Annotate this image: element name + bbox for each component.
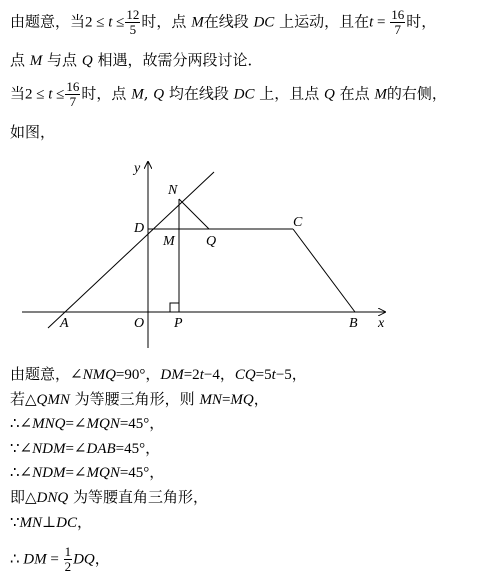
math-var: Q: [324, 86, 335, 103]
math-var: M: [191, 14, 204, 31]
right-angle-mark: [170, 303, 179, 312]
math-var: MQ: [230, 392, 254, 408]
text: 如图，: [10, 123, 56, 141]
text: 即△: [10, 488, 37, 506]
math: ≤: [52, 86, 65, 103]
text: 点: [10, 51, 30, 69]
numerator: 1: [64, 544, 72, 559]
math-var: DC: [56, 515, 77, 531]
numerator: 16: [391, 7, 405, 22]
text: 时，点: [141, 12, 192, 31]
label-Q: Q: [206, 234, 217, 249]
label-B: B: [349, 316, 358, 331]
numerator: 16: [66, 79, 80, 94]
text-line-7: [10, 413, 164, 434]
math-var: MQN: [86, 465, 120, 481]
math-var: DM: [160, 367, 184, 383]
fraction: [65, 80, 80, 109]
math: =45°，: [119, 416, 165, 432]
math-var: M: [29, 53, 43, 69]
math: =: [46, 551, 63, 568]
denominator: 7: [394, 22, 401, 37]
math-var: t: [271, 367, 276, 383]
text-line-12: [10, 545, 110, 574]
math: −4，: [203, 367, 235, 383]
math: =2: [183, 367, 200, 383]
line-through-A-and-D: [48, 172, 217, 328]
text: 当: [10, 84, 26, 103]
label-x: x: [378, 316, 385, 331]
text: 与点: [42, 51, 82, 69]
math-var: t: [199, 367, 204, 383]
math-var: MN: [19, 515, 43, 531]
fraction: [390, 8, 405, 37]
math: ⊥: [42, 515, 57, 531]
label-N: N: [168, 183, 178, 198]
text: 在点: [334, 84, 375, 103]
label-O: O: [134, 316, 145, 331]
math: ∴∠: [10, 465, 33, 481]
math: ∵∠: [10, 441, 33, 457]
text-line-2: [10, 50, 262, 71]
math: 2 ≤: [85, 14, 109, 31]
text: 的右侧，: [386, 84, 447, 103]
fraction: [125, 8, 140, 37]
text: 为等腰直角三角形，: [68, 488, 208, 506]
math-var: t: [369, 14, 374, 31]
math: ∵: [10, 515, 20, 531]
math: =: [221, 392, 231, 408]
denominator: 7: [69, 94, 77, 109]
math-var: DC: [253, 14, 275, 31]
math: ≤: [112, 14, 125, 31]
text: 由题意，当: [10, 12, 86, 31]
text: 均在线段: [164, 84, 234, 103]
text-line-3: [10, 80, 447, 109]
text: 时，点: [81, 84, 132, 103]
math: =: [373, 14, 390, 31]
math-var: MNQ: [32, 416, 66, 432]
math-var: DNQ: [36, 490, 69, 506]
math: =∠: [65, 416, 87, 432]
text: ，: [94, 549, 110, 568]
text-line-1: [10, 8, 436, 37]
label-A: A: [60, 316, 69, 331]
math: =∠: [65, 441, 87, 457]
math-var: NDM: [32, 441, 66, 457]
text: ,: [143, 84, 154, 103]
math: =90°，: [115, 367, 161, 383]
label-C: C: [293, 215, 303, 230]
math: =45°，: [119, 465, 165, 481]
text-line-8: [10, 438, 160, 459]
text: ，: [77, 513, 93, 531]
label-M: M: [163, 234, 175, 249]
text: 在线段: [203, 12, 254, 31]
text-line-9: [10, 462, 164, 483]
text: 为等腰三角形，则: [69, 390, 200, 408]
math-var: MQN: [86, 416, 120, 432]
math-var: DM: [23, 551, 47, 568]
math-var: ∠NMQ: [70, 367, 116, 383]
math-var: MN: [199, 392, 222, 408]
math-var: M: [131, 86, 144, 103]
segment-NQ: [179, 199, 209, 229]
label-D: D: [134, 221, 145, 236]
math: 2 ≤: [25, 86, 49, 103]
math-var: DC: [233, 86, 255, 103]
math-var: Q: [153, 86, 165, 103]
math: =∠: [65, 465, 87, 481]
label-P: P: [174, 316, 183, 331]
math-var: t: [48, 86, 53, 103]
text: 若△: [10, 390, 37, 408]
math: ∴∠: [10, 416, 33, 432]
segment-CB: [293, 229, 355, 312]
math: =5: [255, 367, 272, 383]
math-var: NDM: [32, 465, 66, 481]
denominator: 2: [64, 559, 72, 574]
numerator: 12: [126, 7, 140, 22]
text: 上，且点: [254, 84, 325, 103]
math-var: M: [374, 86, 387, 103]
math-var: DQ: [73, 551, 95, 568]
label-y: y: [134, 161, 141, 176]
text: ，: [253, 390, 269, 408]
fraction: [64, 545, 73, 574]
math-var: CQ: [234, 367, 256, 383]
text: 时，: [406, 12, 437, 31]
math-var: DAB: [86, 441, 116, 457]
math: −5，: [275, 367, 307, 383]
text-line-4: [10, 122, 55, 142]
math: =45°，: [115, 441, 161, 457]
text-line-11: [10, 512, 92, 533]
text: 相遇，故需分两段讨论．: [92, 51, 263, 69]
text-line-6: [10, 389, 269, 410]
math-var: QMN: [36, 392, 70, 408]
math: ∴: [10, 551, 24, 568]
text: 上运动，且在: [274, 12, 370, 31]
denominator: 5: [129, 22, 137, 37]
math-var: t: [108, 14, 113, 31]
coordinate-figure: [0, 150, 490, 355]
text: 由题意，: [10, 365, 71, 383]
text-line-5: [10, 364, 307, 385]
math-var: Q: [81, 53, 93, 69]
text-line-10: [10, 487, 208, 508]
